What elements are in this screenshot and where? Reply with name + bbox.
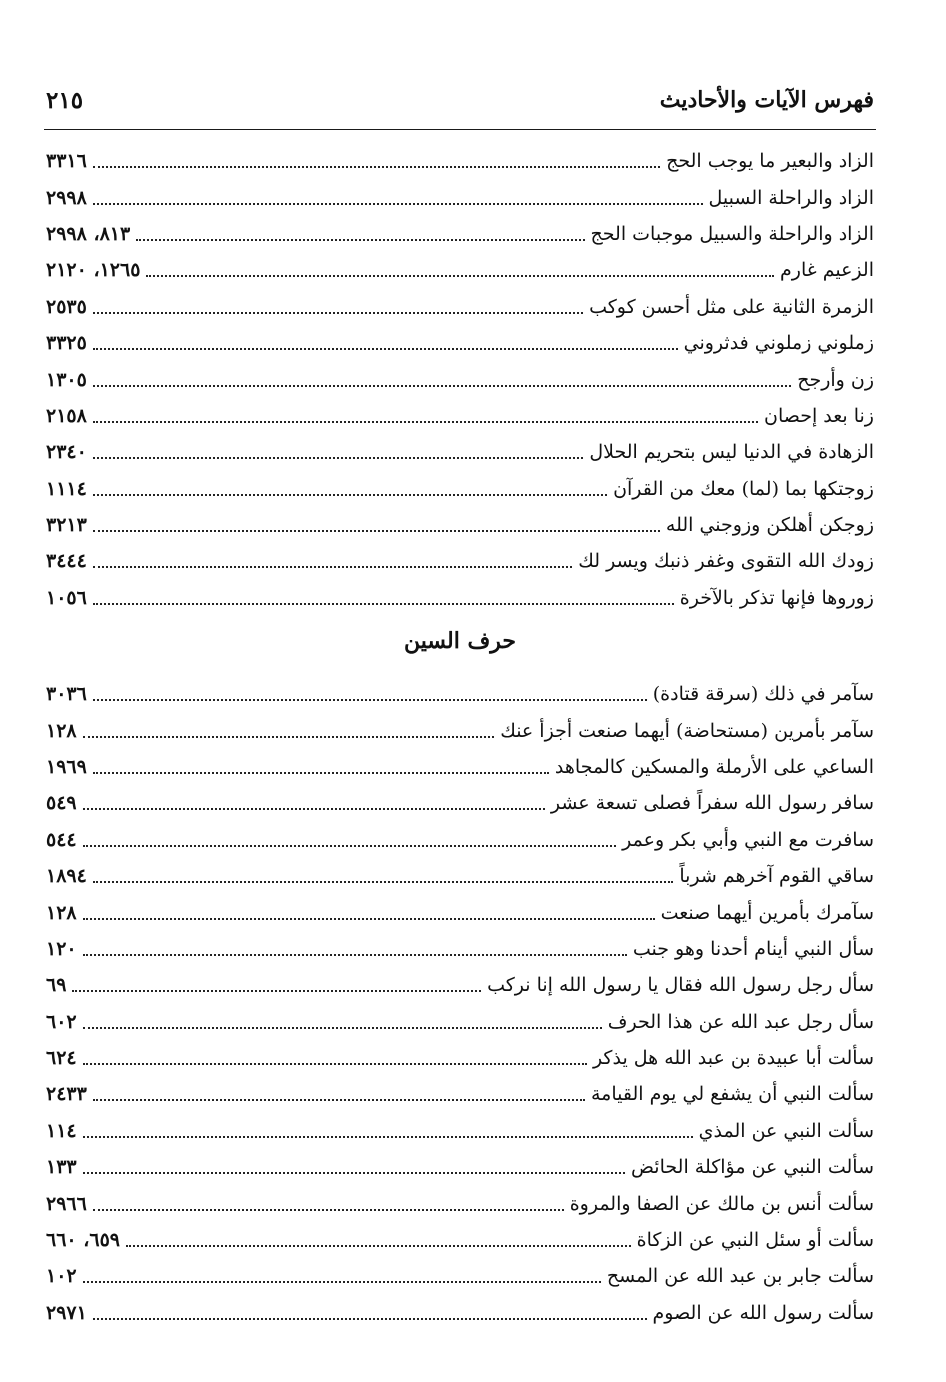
index-entry bbox=[46, 822, 874, 858]
dot-leader bbox=[93, 494, 607, 496]
index-entry bbox=[46, 325, 874, 361]
index-entry bbox=[46, 712, 874, 748]
dot-leader bbox=[146, 275, 774, 277]
entry-reference: ١٢٨ bbox=[46, 719, 77, 742]
entry-reference: ١١٤ bbox=[46, 1119, 77, 1142]
index-list-sin bbox=[46, 676, 874, 1331]
index-entry bbox=[46, 143, 874, 179]
dot-leader bbox=[93, 457, 584, 459]
entry-text: زن وأرجح bbox=[797, 368, 874, 391]
index-entry bbox=[46, 1076, 874, 1112]
section-heading: حرف السين bbox=[403, 628, 517, 654]
entry-reference: ١٣٠٥ bbox=[46, 368, 87, 391]
entry-reference: ٥٤٩ bbox=[46, 792, 77, 815]
entry-text: الزاد والراحلة والسبيل موجبات الحج bbox=[590, 222, 874, 245]
entry-reference: ٦٠٢ bbox=[46, 1010, 77, 1033]
index-list-za bbox=[46, 143, 874, 616]
index-entry bbox=[46, 1295, 874, 1331]
index-entry bbox=[46, 398, 874, 434]
entry-reference: ٢١٥٨ bbox=[46, 404, 87, 427]
entry-text: الزاد والراحلة السبيل bbox=[708, 186, 874, 209]
dot-leader bbox=[93, 421, 758, 423]
entry-reference: ١١١٤ bbox=[46, 477, 87, 500]
dot-leader bbox=[93, 1318, 647, 1320]
dot-leader bbox=[93, 772, 549, 774]
index-entry bbox=[46, 580, 874, 616]
entry-reference: ٢٩٦٦ bbox=[46, 1192, 87, 1215]
dot-leader bbox=[93, 1099, 585, 1101]
dot-leader bbox=[93, 603, 674, 605]
entry-reference: ٣٢١٣ bbox=[46, 514, 87, 537]
index-entry bbox=[46, 361, 874, 397]
entry-reference: ٦٥٩، ٦٦٠ bbox=[46, 1229, 120, 1252]
entry-reference: ٣٠٣٦ bbox=[46, 683, 87, 706]
entry-text: ساقي القوم آخرهم شرباً bbox=[679, 865, 874, 888]
index-entry bbox=[46, 858, 874, 894]
entry-reference: ٨١٣، ٢٩٩٨ bbox=[46, 222, 131, 245]
entry-text: سألت النبي عن المذي bbox=[698, 1119, 874, 1142]
dot-leader bbox=[83, 736, 495, 738]
index-entry bbox=[46, 1113, 874, 1149]
entry-reference: ٢٩٧١ bbox=[46, 1301, 87, 1324]
entry-text: سألت النبي عن مؤاكلة الحائض bbox=[631, 1156, 874, 1179]
entry-text: سافر رسول الله سفراً فصلى تسعة عشر bbox=[550, 792, 874, 815]
running-title: فهرس الآيات والأحاديث bbox=[659, 87, 874, 113]
dot-leader bbox=[83, 1063, 587, 1065]
entry-text: زودك الله التقوى وغفر ذنبك ويسر لك bbox=[578, 550, 874, 573]
entry-text: زوروها فإنها تذكر بالآخرة bbox=[679, 586, 874, 609]
entry-text: سألت أو سئل النبي عن الزكاة bbox=[636, 1229, 874, 1252]
entry-text: زنا بعد إحصان bbox=[763, 404, 874, 427]
dot-leader bbox=[93, 1209, 564, 1211]
entry-text: زملوني زملوني فدثروني bbox=[683, 332, 874, 355]
entry-text: سافرت مع النبي وأبي بكر وعمر bbox=[622, 828, 874, 851]
entry-text: الزاد والبعير ما يوجب الحج bbox=[666, 150, 874, 173]
entry-reference: ١٢٠ bbox=[46, 937, 77, 960]
entry-text: سآمر في ذلك (سرقة قتادة) bbox=[652, 683, 874, 706]
entry-reference: ٥٤٤ bbox=[46, 828, 77, 851]
index-entry bbox=[46, 434, 874, 470]
index-entry bbox=[46, 1258, 874, 1294]
dot-leader bbox=[93, 312, 583, 314]
entry-reference: ٢٤٣٣ bbox=[46, 1083, 87, 1106]
index-entry bbox=[46, 1004, 874, 1040]
entry-reference: ٦٩ bbox=[46, 974, 67, 997]
entry-reference: ٣٣٢٥ bbox=[46, 332, 87, 355]
entry-text: الزعيم غارم bbox=[780, 259, 874, 282]
entry-text: سأل النبي أينام أحدنا وهو جنب bbox=[632, 937, 874, 960]
entry-reference: ٢٥٣٥ bbox=[46, 295, 87, 318]
entry-text: سألت رسول الله عن الصوم bbox=[652, 1301, 874, 1324]
entry-text: سألت أنس بن مالك عن الصفا والمروة bbox=[569, 1192, 874, 1215]
index-entry bbox=[46, 1040, 874, 1076]
entry-text: سألت جابر بن عبد الله عن المسح bbox=[606, 1265, 874, 1288]
index-entry bbox=[46, 1222, 874, 1258]
index-entry bbox=[46, 471, 874, 507]
index-entry bbox=[46, 967, 874, 1003]
dot-leader bbox=[93, 530, 660, 532]
index-entry bbox=[46, 289, 874, 325]
entry-text: سأل رجل عبد الله عن هذا الحرف bbox=[607, 1010, 874, 1033]
entry-text: الساعي على الأرملة والمسكين كالمجاهد bbox=[554, 755, 874, 778]
entry-reference: ٣٤٤٤ bbox=[46, 550, 87, 573]
dot-leader bbox=[72, 990, 481, 992]
dot-leader bbox=[93, 166, 660, 168]
dot-leader bbox=[136, 239, 584, 241]
index-entry bbox=[46, 676, 874, 712]
page-number: ٢١٥ bbox=[46, 86, 84, 114]
entry-text: زوجتكها بما (لما) معك من القرآن bbox=[613, 477, 874, 500]
entry-text: سألت النبي أن يشفع لي يوم القيامة bbox=[590, 1083, 874, 1106]
entry-reference: ١٠٢ bbox=[46, 1265, 77, 1288]
index-entry bbox=[46, 785, 874, 821]
index-entry bbox=[46, 749, 874, 785]
dot-leader bbox=[93, 385, 791, 387]
entry-text: سألت أبا عبيدة بن عبد الله هل يذكر bbox=[592, 1047, 874, 1070]
page-header bbox=[46, 80, 874, 120]
dot-leader bbox=[83, 954, 627, 956]
dot-leader bbox=[83, 1281, 601, 1283]
dot-leader bbox=[93, 203, 703, 205]
dot-leader bbox=[93, 348, 678, 350]
index-entry bbox=[46, 543, 874, 579]
entry-reference: ٣٣١٦ bbox=[46, 150, 87, 173]
entry-reference: ٢٩٩٨ bbox=[46, 186, 87, 209]
dot-leader bbox=[83, 1027, 602, 1029]
dot-leader bbox=[93, 881, 674, 883]
entry-text: سآمر بأمرين (مستحاضة) أيهما صنعت أجزأ عنك bbox=[500, 719, 874, 742]
entry-reference: ٦٢٤ bbox=[46, 1047, 77, 1070]
entry-reference: ١٢٦٥، ٢١٢٠ bbox=[46, 259, 141, 282]
index-entry bbox=[46, 179, 874, 215]
entry-reference: ١٩٦٩ bbox=[46, 755, 87, 778]
entry-reference: ١٢٨ bbox=[46, 901, 77, 924]
dot-leader bbox=[83, 1172, 625, 1174]
index-entry bbox=[46, 894, 874, 930]
dot-leader bbox=[93, 566, 572, 568]
entry-text: الزهادة في الدنيا ليس بتحريم الحلال bbox=[589, 441, 874, 464]
dot-leader bbox=[83, 918, 655, 920]
entry-text: سأل رجل رسول الله فقال يا رسول الله إنا نركب bbox=[487, 974, 874, 997]
entry-text: سآمرك بأمرين أيهما صنعت bbox=[660, 901, 874, 924]
index-entry bbox=[46, 252, 874, 288]
entry-text: الزمرة الثانية على مثل أحسن كوكب bbox=[589, 295, 874, 318]
entry-reference: ١٣٣ bbox=[46, 1156, 77, 1179]
index-entry bbox=[46, 931, 874, 967]
dot-leader bbox=[83, 808, 545, 810]
dot-leader bbox=[83, 845, 617, 847]
entry-reference: ١٠٥٦ bbox=[46, 586, 87, 609]
dot-leader bbox=[83, 1136, 693, 1138]
entry-text: زوجكن أهلكن وزوجني الله bbox=[665, 514, 874, 537]
dot-leader bbox=[93, 699, 647, 701]
index-entry bbox=[46, 507, 874, 543]
index-entry bbox=[46, 216, 874, 252]
index-entry bbox=[46, 1185, 874, 1221]
entry-reference: ٢٣٤٠ bbox=[46, 441, 87, 464]
dot-leader bbox=[126, 1245, 631, 1247]
index-entry bbox=[46, 1149, 874, 1185]
header-rule bbox=[44, 129, 876, 130]
entry-reference: ١٨٩٤ bbox=[46, 865, 87, 888]
